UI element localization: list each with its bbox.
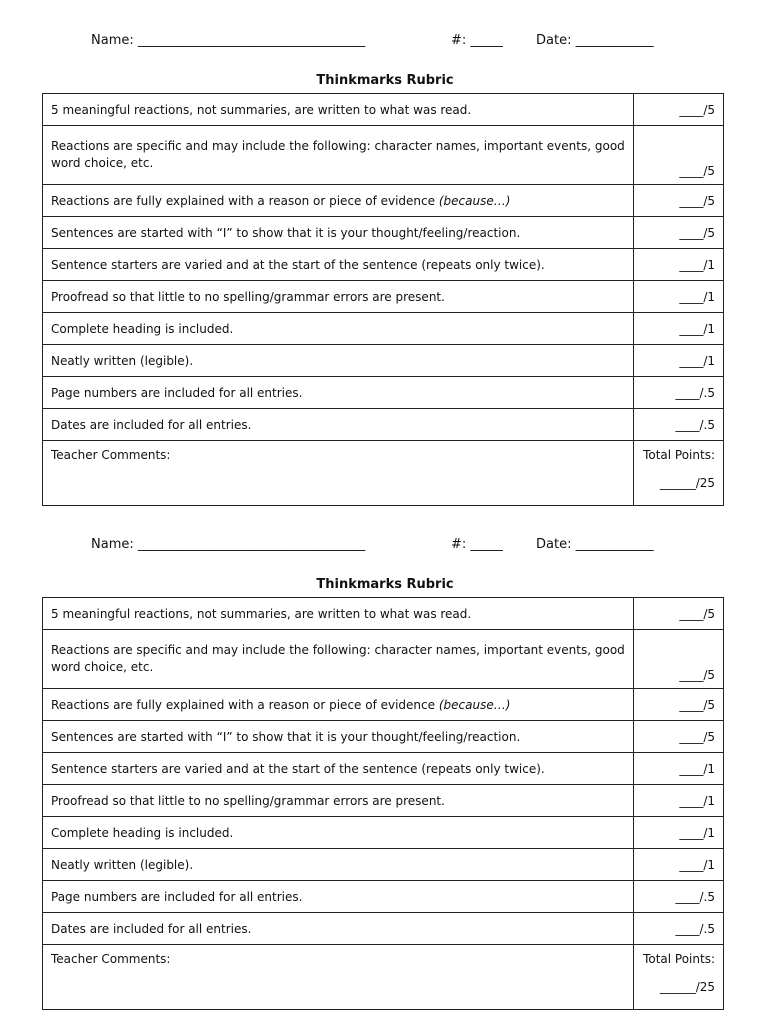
criterion-points[interactable]: ____/5 [634, 630, 724, 689]
criterion-text: Sentences are started with “I” to show that it is your thought/feeling/reaction. [43, 721, 634, 753]
criterion-points[interactable]: ____/1 [634, 753, 724, 785]
table-row [43, 630, 724, 689]
criterion-points[interactable]: ____/1 [634, 345, 724, 377]
table-row [43, 281, 724, 313]
table-row [43, 126, 724, 185]
criterion-text: 5 meaningful reactions, not summaries, are written to what was read. [43, 598, 634, 630]
table-row [43, 689, 724, 721]
criterion-text: Reactions are fully explained with a reason or piece of evidence [51, 193, 436, 208]
total-points-label: Total Points: [643, 952, 715, 966]
criterion-text: Neatly written (legible). [43, 345, 634, 377]
date-field[interactable]: Date: ____________ [536, 33, 654, 48]
table-row [43, 598, 724, 630]
criterion-points[interactable]: ____/.5 [634, 881, 724, 913]
criterion-text: Neatly written (legible). [43, 849, 634, 881]
criterion-text: Reactions are specific and may include the following: character names, important events, good word choice, etc. [43, 126, 634, 185]
rubric-table [42, 93, 724, 506]
teacher-comments-cell[interactable] [43, 945, 634, 1010]
table-row [43, 345, 724, 377]
date-field[interactable]: Date: ____________ [536, 537, 654, 552]
teacher-comments-label: Teacher Comments: [51, 952, 171, 966]
criterion-italic-text: (because…) [438, 697, 511, 712]
criterion-points[interactable]: ____/.5 [634, 913, 724, 945]
total-points-label: Total Points: [643, 448, 715, 462]
total-points-value[interactable]: ______/25 [659, 980, 715, 994]
name-field[interactable]: Name: ___________________________________ [91, 537, 366, 552]
table-row [43, 185, 724, 217]
criterion-text: Sentence starters are varied and at the start of the sentence (repeats only twice). [43, 249, 634, 281]
criterion-text: Proofread so that little to no spelling/grammar errors are present. [43, 785, 634, 817]
criterion-points[interactable]: ____/1 [634, 281, 724, 313]
criterion-text: Page numbers are included for all entries. [43, 377, 634, 409]
criterion-cell [43, 185, 634, 217]
table-row [43, 377, 724, 409]
rubric-table [42, 597, 724, 1010]
criterion-text: Complete heading is included. [43, 313, 634, 345]
criterion-points[interactable]: ____/5 [634, 598, 724, 630]
total-points-cell [634, 945, 724, 1010]
rubric-title: Thinkmarks Rubric [316, 577, 454, 592]
criterion-points[interactable]: ____/1 [634, 785, 724, 817]
criterion-text: Dates are included for all entries. [43, 913, 634, 945]
criterion-points[interactable]: ____/1 [634, 849, 724, 881]
criterion-points[interactable]: ____/5 [634, 185, 724, 217]
criterion-text: Dates are included for all entries. [43, 409, 634, 441]
teacher-comments-label: Teacher Comments: [51, 448, 171, 462]
table-row [43, 849, 724, 881]
name-field[interactable]: Name: ___________________________________ [91, 33, 366, 48]
table-row [43, 913, 724, 945]
table-row [43, 249, 724, 281]
criterion-points[interactable]: ____/1 [634, 313, 724, 345]
table-row [43, 94, 724, 126]
table-row [43, 753, 724, 785]
criterion-text: Page numbers are included for all entries. [43, 881, 634, 913]
number-field[interactable]: #: _____ [451, 537, 503, 552]
criterion-points[interactable]: ____/5 [634, 721, 724, 753]
criterion-points[interactable]: ____/5 [634, 94, 724, 126]
criterion-points[interactable]: ____/1 [634, 817, 724, 849]
table-row [43, 817, 724, 849]
criterion-text: Complete heading is included. [43, 817, 634, 849]
table-row [43, 217, 724, 249]
table-row [43, 313, 724, 345]
criterion-text: Sentences are started with “I” to show that it is your thought/feeling/reaction. [43, 217, 634, 249]
total-points-value[interactable]: ______/25 [659, 476, 715, 490]
criterion-points[interactable]: ____/.5 [634, 377, 724, 409]
criterion-points[interactable]: ____/5 [634, 689, 724, 721]
criterion-text: Reactions are specific and may include the following: character names, important events, good word choice, etc. [43, 630, 634, 689]
table-row-footer [43, 945, 724, 1010]
criterion-points[interactable]: ____/5 [634, 126, 724, 185]
criterion-points[interactable]: ____/.5 [634, 409, 724, 441]
criterion-cell [43, 689, 634, 721]
table-row-footer [43, 441, 724, 506]
criterion-text: Sentence starters are varied and at the start of the sentence (repeats only twice). [43, 753, 634, 785]
criterion-text: Proofread so that little to no spelling/grammar errors are present. [43, 281, 634, 313]
table-row [43, 785, 724, 817]
rubric-title: Thinkmarks Rubric [316, 73, 454, 88]
table-row [43, 881, 724, 913]
criterion-text: Reactions are fully explained with a reason or piece of evidence [51, 697, 436, 712]
criterion-italic-text: (because…) [438, 193, 511, 208]
criterion-text: 5 meaningful reactions, not summaries, are written to what was read. [43, 94, 634, 126]
table-row [43, 721, 724, 753]
total-points-cell [634, 441, 724, 506]
criterion-points[interactable]: ____/5 [634, 217, 724, 249]
number-field[interactable]: #: _____ [451, 33, 503, 48]
teacher-comments-cell[interactable] [43, 441, 634, 506]
criterion-points[interactable]: ____/1 [634, 249, 724, 281]
table-row [43, 409, 724, 441]
